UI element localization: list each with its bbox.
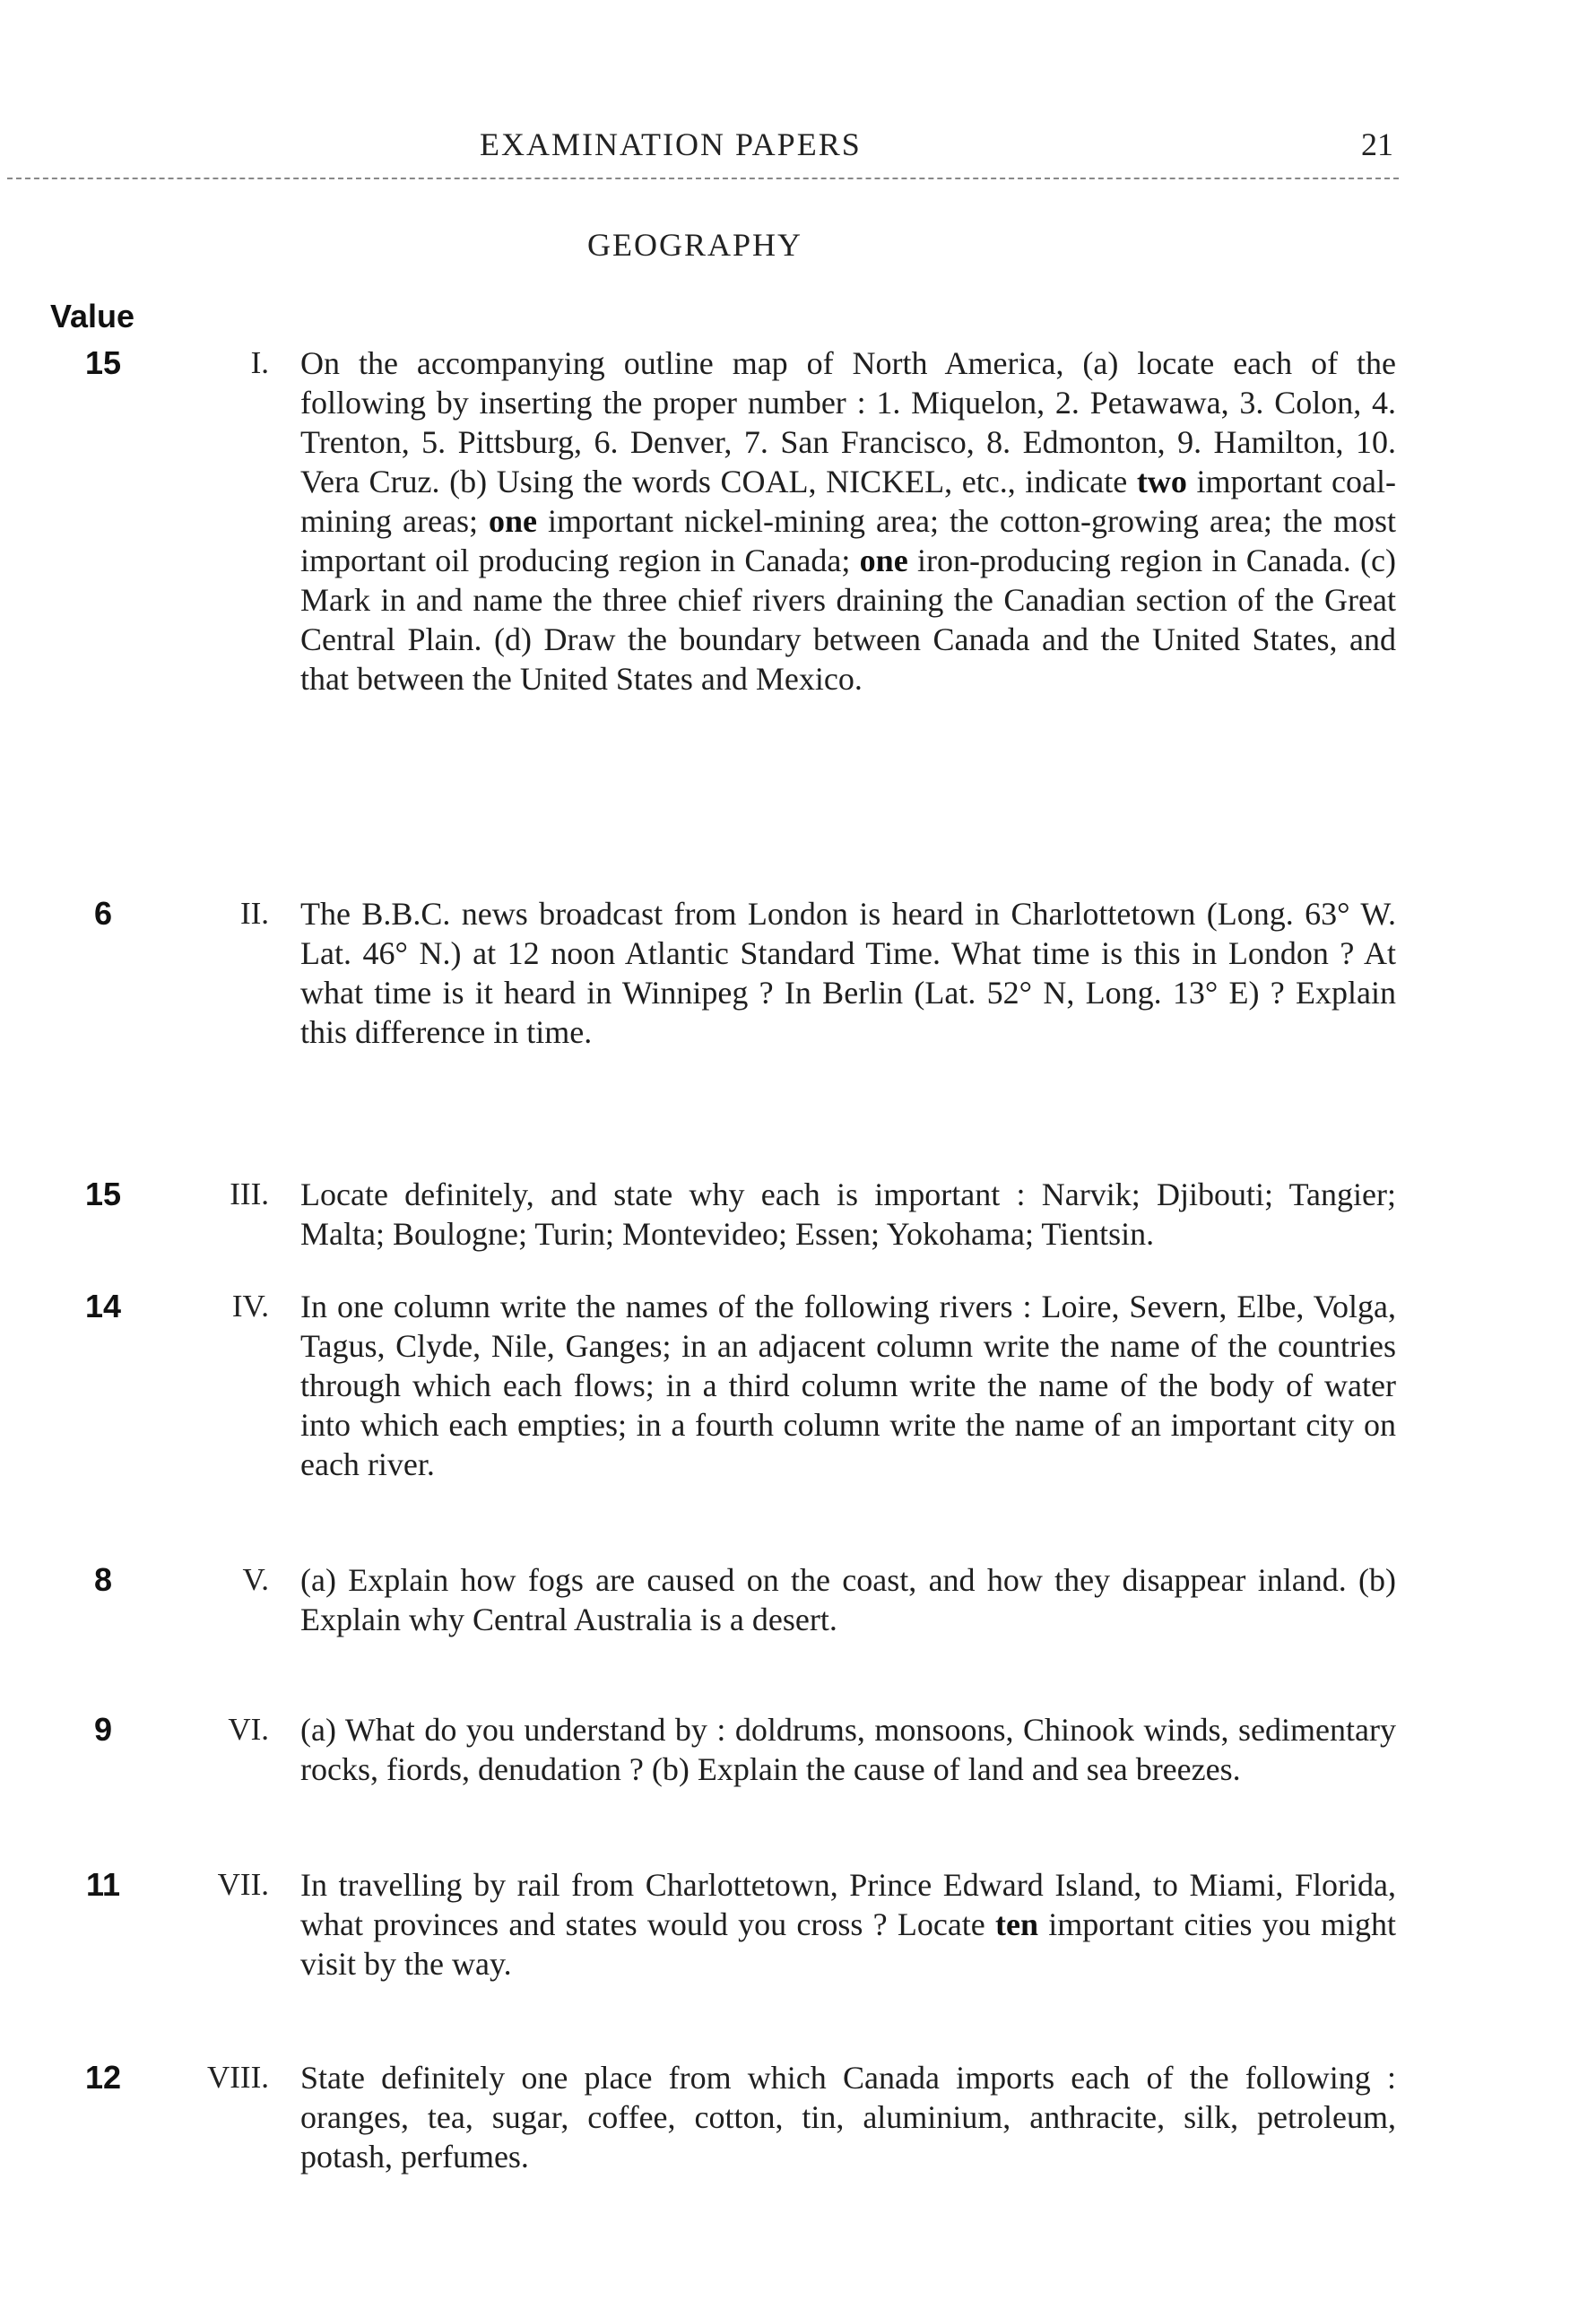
question-text — [300, 1710, 1396, 1789]
section-title: GEOGRAPHY — [587, 227, 803, 263]
question-number: III. — [230, 1176, 269, 1211]
question-value: 9 — [93, 1711, 113, 1748]
question-text-segment: important nickel-mining area; the cotton-growing area; the most important oil producing region in Canada; — [300, 503, 1396, 578]
question-text — [300, 2058, 1396, 2176]
header-rule — [7, 178, 1399, 179]
question-number: VIII. — [207, 2060, 269, 2095]
question-number: I. — [250, 345, 269, 380]
question-number: V. — [242, 1562, 269, 1597]
question-text-segment: (a) What do you understand by : doldrums, monsoons, Chinook winds, sedimentary rocks, fiords, denudation ? (b) Explain the cause of land and sea breezes. — [300, 1712, 1396, 1787]
question-text-segment: Locate definitely, and state why each is important : Narvik; Djibouti; Tangier; Malta; Boulogne; Turin; Montevideo; Essen; Yokohama; Tientsin. — [300, 1176, 1396, 1252]
question-text-segment: State definitely one place from which Canada imports each of the following : oranges, tea, sugar, coffee, cotton, tin, aluminium, anthracite, silk, petroleum, potash, perfumes. — [300, 2060, 1396, 2175]
question-number: IV. — [231, 1289, 269, 1324]
question-value: 8 — [93, 1561, 113, 1598]
question-text-segment: In one column write the names of the following rivers : Loire, Severn, Elbe, Volga, Tagus, Clyde, Nile, Ganges; in an adjacent column write the name of the countries through which each flows; in a third column write the name of the body of water into which each empties; in a fourth column write the name of an important city on each river. — [300, 1289, 1396, 1482]
question-text-segment: important coal-mining areas; — [300, 464, 1396, 539]
question-number: VI. — [228, 1712, 269, 1747]
question-text-segment: (a) Explain how fogs are caused on the coast, and how they disappear inland. (b) Explain why Central Australia is a desert. — [300, 1562, 1396, 1637]
question-value: 15 — [84, 1176, 122, 1212]
question-text-segment: On the accompanying outline map of North America, (a) locate each of the following by inserting the proper number : 1. Miquelon, 2. Petawawa, 3. Colon, 4. Trenton, 5. Pittsburg, 6. Denver, 7. San Francisco, 8. Edmonton, 9. Hamilton, 10. Vera Cruz. (b) Using the words COAL, NICKEL, etc., indicate — [300, 345, 1396, 499]
question-text — [300, 1560, 1396, 1639]
question-value: 11 — [85, 1866, 121, 1903]
question-text-segment: iron-producing region in Canada. (c) Mark in and name the three chief rivers draining the Canadian section of the Great Central Plain. (d) Draw the boundary between Canada and the United States, and that between the United States and Mexico. — [300, 543, 1396, 697]
running-title: EXAMINATION PAPERS — [480, 126, 862, 162]
question-number: II. — [239, 896, 269, 931]
question-text-segment: important cities you might visit by the way. — [300, 1906, 1396, 1982]
emphasis-word: one — [489, 503, 538, 539]
question-value: 12 — [84, 2059, 122, 2096]
question-text-segment: In travelling by rail from Charlottetown, Prince Edward Island, to Miami, Florida, what provinces and states would you cross ? Locate — [300, 1867, 1396, 1942]
emphasis-word: ten — [995, 1906, 1039, 1942]
question-value: 15 — [84, 344, 122, 381]
question-text-segment: The B.B.C. news broadcast from London is heard in Charlottetown (Long. 63° W. Lat. 46° N.) at 12 noon Atlantic Standard Time. What time is this in London ? At what time is it heard in Winnipeg ? In Berlin (Lat. 52° N, Long. 13° E) ? Explain this difference in time. — [300, 896, 1396, 1050]
emphasis-word: two — [1136, 464, 1187, 499]
question-text — [300, 343, 1396, 699]
value-column-header: Value — [50, 298, 135, 334]
question-text — [300, 1287, 1396, 1484]
question-text — [300, 1175, 1396, 1254]
question-value: 14 — [84, 1288, 122, 1324]
question-text — [300, 1865, 1396, 1984]
question-value: 6 — [93, 895, 113, 932]
question-number: VII. — [217, 1867, 269, 1902]
page-number: 21 — [1361, 126, 1393, 162]
question-text — [300, 894, 1396, 1052]
emphasis-word: one — [859, 543, 908, 578]
